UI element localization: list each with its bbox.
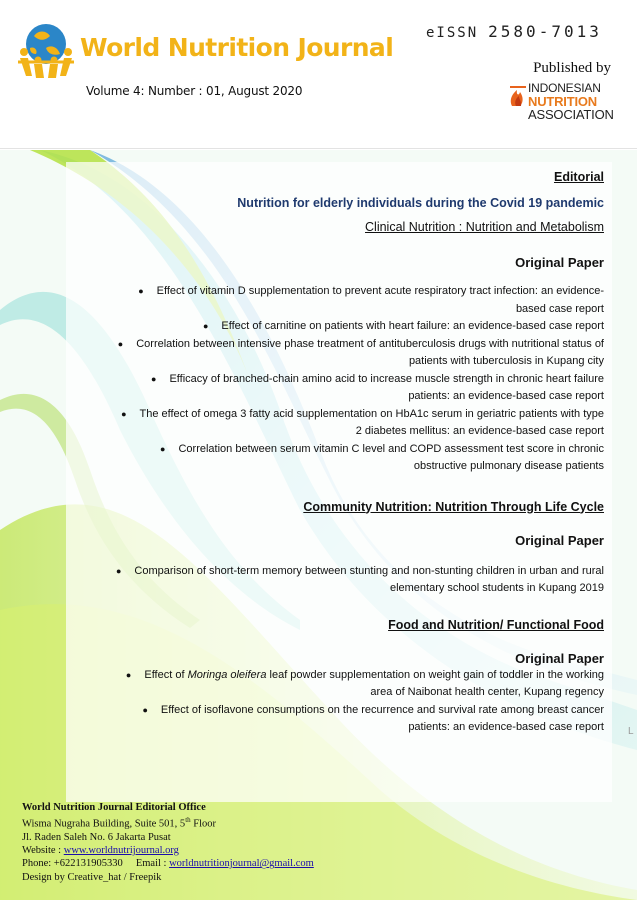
paper-title-line: Effect of carnitine on patients with heart failure: an evidence-based case report bbox=[221, 320, 604, 332]
publisher-line-3: ASSOCIATION bbox=[528, 107, 614, 122]
bullet-icon: ● bbox=[117, 338, 124, 349]
section-heading: Food and Nutrition/ Functional Food bbox=[388, 617, 604, 632]
original-paper-heading: Original Paper bbox=[515, 532, 604, 548]
section-heading: Clinical Nutrition : Nutrition and Metabolism bbox=[365, 220, 604, 234]
address-line-1: Wisma Nugraha Building, Suite 501, 5th Floor bbox=[22, 816, 217, 830]
paper-list bbox=[86, 283, 604, 476]
editorial-office-footer bbox=[22, 801, 314, 884]
paper-title-line: elementary school students in Kupang 2019 bbox=[389, 582, 604, 594]
volume-issue-line: Volume 4: Number : 01, August 2020 bbox=[86, 84, 303, 98]
publisher-line-2: NUTRITION bbox=[528, 94, 597, 109]
paper-title-line: Effect of bbox=[144, 668, 188, 681]
phone-number: Phone: +622131905330 bbox=[22, 858, 123, 870]
list-item bbox=[86, 371, 604, 406]
eissn-number: 2580-7013 bbox=[488, 22, 602, 41]
bullet-icon: ● bbox=[142, 704, 148, 715]
bullet-icon: ● bbox=[202, 321, 209, 331]
paper-title-line: The effect of omega 3 fatty acid supplementation on HbA1c serum in geriatric patients with type bbox=[139, 407, 604, 420]
section-heading: Community Nutrition: Nutrition Through Life Cycle bbox=[303, 499, 604, 514]
website-line: Website : www.worldnutrijournal.org bbox=[22, 845, 179, 857]
list-item bbox=[86, 406, 604, 441]
original-paper-heading: Original Paper bbox=[515, 650, 604, 666]
paper-title-line: obstructive pulmonary disease patients bbox=[413, 460, 604, 472]
bullet-icon: ● bbox=[160, 443, 166, 454]
journal-title: World Nutrition Journal bbox=[80, 33, 394, 62]
editorial-heading: Editorial bbox=[553, 170, 604, 184]
email-link[interactable]: worldnutritionjournal@gmail.com bbox=[169, 858, 314, 870]
paper-title-line: Effect of vitamin D supplementation to prevent acute respiratory tract infection: an evidence- bbox=[156, 285, 604, 297]
paper-title-line: patients: an evidence-based case report bbox=[408, 721, 604, 733]
list-item bbox=[86, 336, 604, 371]
list-item bbox=[86, 702, 604, 737]
office-name: World Nutrition Journal Editorial Office bbox=[22, 802, 206, 813]
bullet-icon: ● bbox=[115, 565, 122, 576]
edge-mark: L bbox=[628, 726, 634, 737]
species-name: Moringa oleifera bbox=[187, 668, 267, 681]
editorial-title: Nutrition for elderly individuals during the Covid 19 pandemic bbox=[237, 196, 604, 210]
paper-title-line: Effect of isoflavone consumptions on the recurrence and survival rate among breast cancer bbox=[160, 703, 604, 716]
paper-title-line: Correlation between intensive phase treatment of antituberculosis drugs with nutritional status of bbox=[136, 337, 604, 350]
bullet-icon: ● bbox=[151, 373, 157, 384]
publisher-name bbox=[528, 82, 614, 121]
original-paper-heading: Original Paper bbox=[515, 255, 604, 270]
paper-title-line: based case report bbox=[515, 302, 604, 315]
globe-people-logo-icon bbox=[16, 18, 76, 80]
website-link[interactable]: www.worldnutrijournal.org bbox=[63, 845, 179, 857]
header-divider bbox=[0, 148, 637, 149]
design-credit: Design by Creative_hat / Freepik bbox=[22, 871, 162, 883]
paper-title-line: Efficacy of branched-chain amino acid to increase muscle strength in chronic heart failure bbox=[169, 372, 604, 385]
bullet-icon: ● bbox=[121, 408, 127, 419]
paper-list bbox=[86, 667, 604, 737]
paper-title-line: patients: an evidence-based case report bbox=[408, 390, 604, 402]
eissn-label: eISSN bbox=[426, 25, 479, 41]
contact-line: Phone: +622131905330 Email : worldnutritionjournal@gmail.com bbox=[22, 858, 314, 870]
paper-title-line: 2 diabetes mellitus: an evidence-based case report bbox=[355, 425, 604, 437]
table-of-contents bbox=[86, 170, 604, 737]
paper-title-line: Correlation between serum vitamin C level and COPD assessment test score in chronic bbox=[178, 442, 604, 455]
bullet-icon: ● bbox=[125, 669, 132, 680]
paper-list bbox=[86, 563, 604, 598]
bullet-icon: ● bbox=[138, 286, 144, 296]
paper-title-line: leaf powder supplementation on weight gain of toddler in the working bbox=[266, 668, 604, 681]
address-line-2: Jl. Raden Saleh No. 6 Jakarta Pusat bbox=[22, 831, 171, 843]
publisher-line-1: INDONESIAN bbox=[528, 81, 601, 95]
list-item bbox=[86, 667, 604, 702]
list-item bbox=[86, 441, 604, 476]
publisher-logo bbox=[508, 82, 620, 128]
publisher-flame-icon bbox=[508, 82, 528, 108]
eissn-line bbox=[426, 22, 602, 41]
list-item bbox=[86, 318, 604, 336]
published-by-label: Published by bbox=[533, 60, 611, 76]
paper-title-line: Comparison of short-term memory between stunting and non-stunting children in urban and rural bbox=[134, 564, 604, 577]
list-item bbox=[86, 563, 604, 598]
paper-title-line: patients with tuberculosis in Kupang city bbox=[408, 355, 604, 367]
paper-title-line: area of Naibonat health center, Kupang regency bbox=[370, 686, 604, 698]
list-item bbox=[86, 283, 604, 318]
